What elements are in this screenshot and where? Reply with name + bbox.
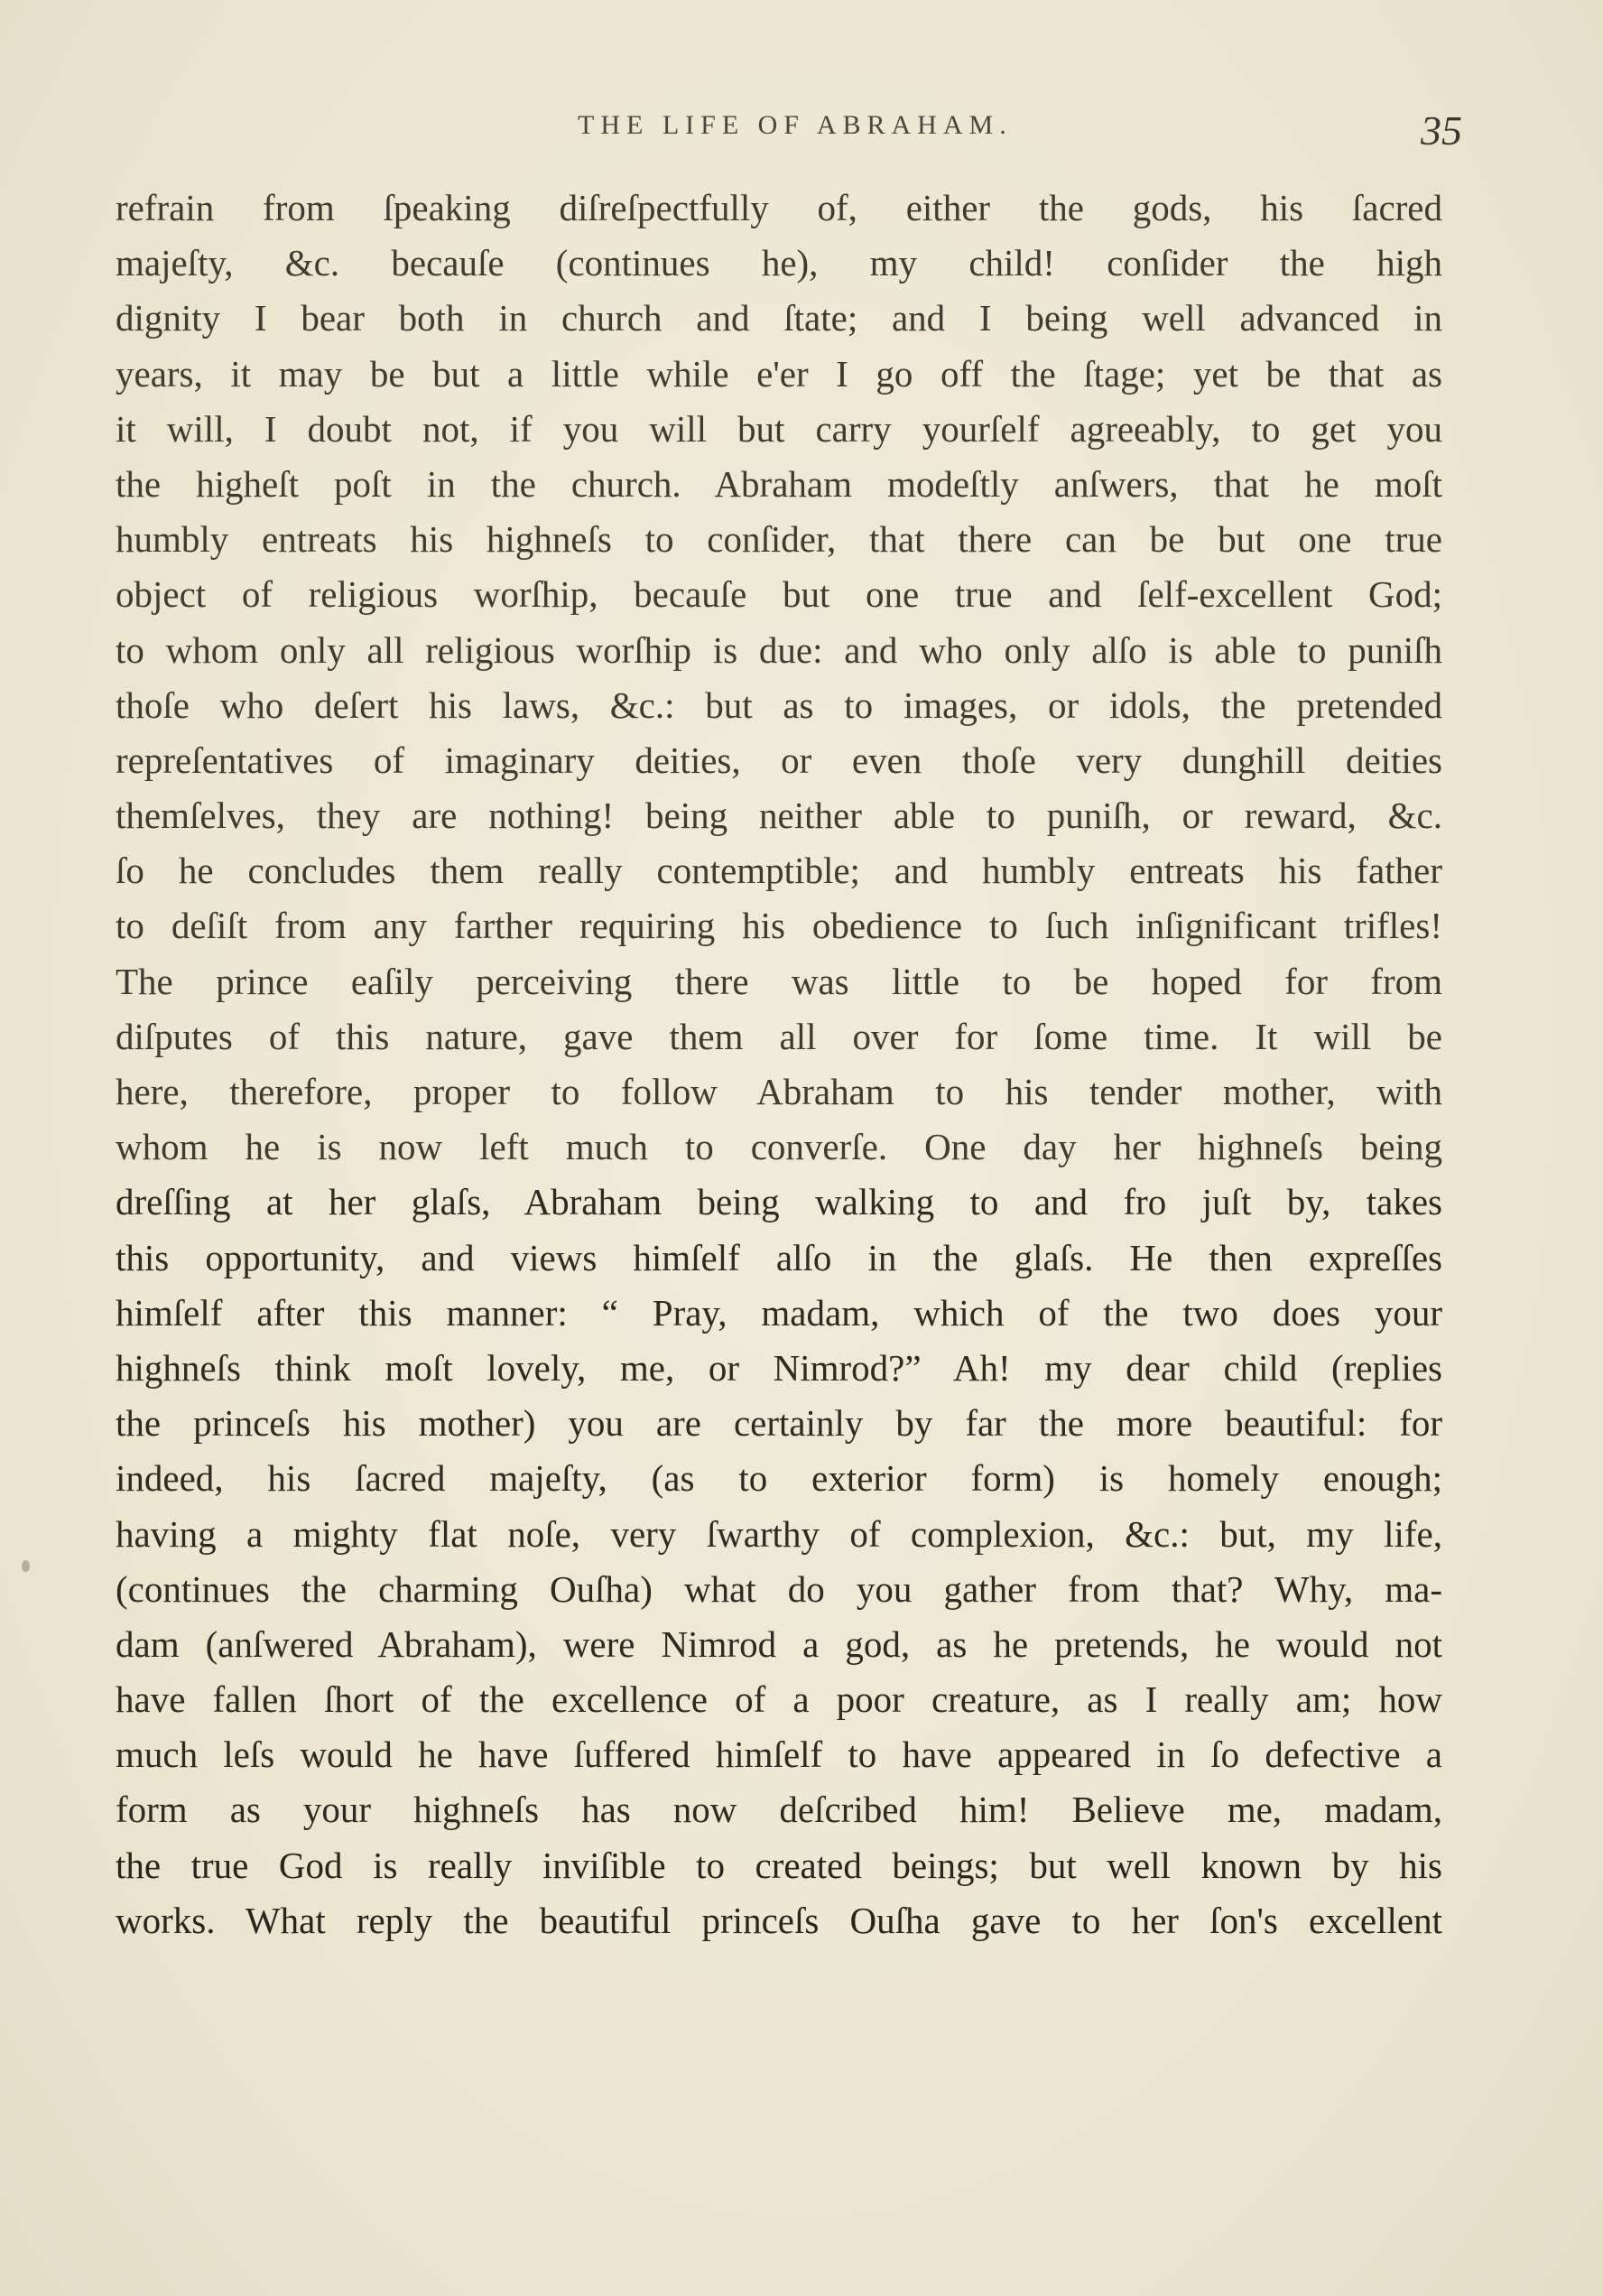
paper-speck [22, 1560, 30, 1572]
text-line: have fallen ſhort of the excellence of a poor creature, as I really am; how [116, 1678, 1442, 1721]
text-line: here, therefore, proper to follow Abraham to his tender mother, with [116, 1071, 1442, 1112]
text-line: the true God is really inviſible to created beings; but well known by his [116, 1844, 1442, 1886]
text-line: humbly entreats his highneſs to conſider, that there can be but one true [116, 518, 1442, 561]
text-line: (continues the charming Ouſha) what do you gather from that? Why, ma- [116, 1567, 1442, 1610]
text-line: to deſiſt from any farther requiring his obedience to ſuch inſignificant trifles! [116, 905, 1442, 947]
text-line: thoſe who deſert his laws, &c.: but as to images, or idols, the pretended [116, 683, 1442, 726]
page-number: 35 [1421, 107, 1462, 153]
text-line: the princeſs his mother) you are certainly by far the more beautiful: for [116, 1402, 1442, 1445]
text-line: whom he is now left much to converſe. One day her highneſs being [116, 1126, 1442, 1168]
text-line: themſelves, they are nothing! being neither able to puniſh, or reward, &c. [116, 795, 1442, 837]
text-line: much leſs would he have ſuffered himſelf to have appeared in ſo defective a [116, 1734, 1442, 1776]
text-line: repreſentatives of imaginary deities, or even thoſe very dunghill deities [116, 739, 1442, 781]
text-line: ſo he concludes them really contemptible; and humbly entreats his father [116, 850, 1442, 892]
text-line: form as your highneſs has now deſcribed him! Believe me, madam, [116, 1789, 1442, 1831]
running-title: THE LIFE OF ABRAHAM. [578, 110, 1013, 140]
text-line: dam (anſwered Abraham), were Nimrod a god, as he pretends, he would not [116, 1622, 1442, 1665]
running-head [0, 107, 1603, 161]
text-line: object of religious worſhip, becauſe but one true and ſelf-excellent God; [116, 573, 1442, 616]
text-line: the higheſt poſt in the church. Abraham modeſtly anſwers, that he moſt [116, 462, 1442, 505]
text-line: highneſs think moſt lovely, me, or Nimrod?” Ah! my dear child (replies [116, 1346, 1442, 1389]
text-line: majeſty, &c. becauſe (continues he), my child! conſider the high [116, 242, 1442, 284]
text-line: to whom only all religious worſhip is due: and who only alſo is able to puniſh [116, 628, 1442, 671]
text-line: years, it may be but a little while e'er I go off the ſtage; yet be that as [116, 352, 1442, 395]
text-line: dreſſing at her glaſs, Abraham being walking to and fro juſt by, takes [116, 1181, 1442, 1223]
text-line: works. What reply the beautiful princeſs Ouſha gave to her ſon's excellent [116, 1899, 1442, 1941]
text-line: dignity I bear both in church and ſtate; and I being well advanced in [116, 297, 1442, 339]
text-line: The prince eaſily perceiving there was little to be hoped for from [116, 960, 1442, 1002]
text-line: this opportunity, and views himſelf alſo in the glaſs. He then expreſſes [116, 1236, 1442, 1278]
text-line: indeed, his ſacred majeſty, (as to exterior form) is homely enough; [116, 1457, 1442, 1500]
text-line: refrain from ſpeaking diſreſpectfully of, either the gods, his ſacred [116, 187, 1442, 228]
text-line: himſelf after this manner: “ Pray, madam, which of the two does your [116, 1291, 1442, 1334]
text-line: it will, I doubt not, if you will but carry yourſelf agreeably, to get you [116, 407, 1442, 450]
text-line: having a mighty flat noſe, very ſwarthy of complexion, &c.: but, my life, [116, 1512, 1442, 1555]
body-text [116, 181, 1442, 1948]
text-line: diſputes of this nature, gave them all over for ſome time. It will be [116, 1015, 1442, 1057]
